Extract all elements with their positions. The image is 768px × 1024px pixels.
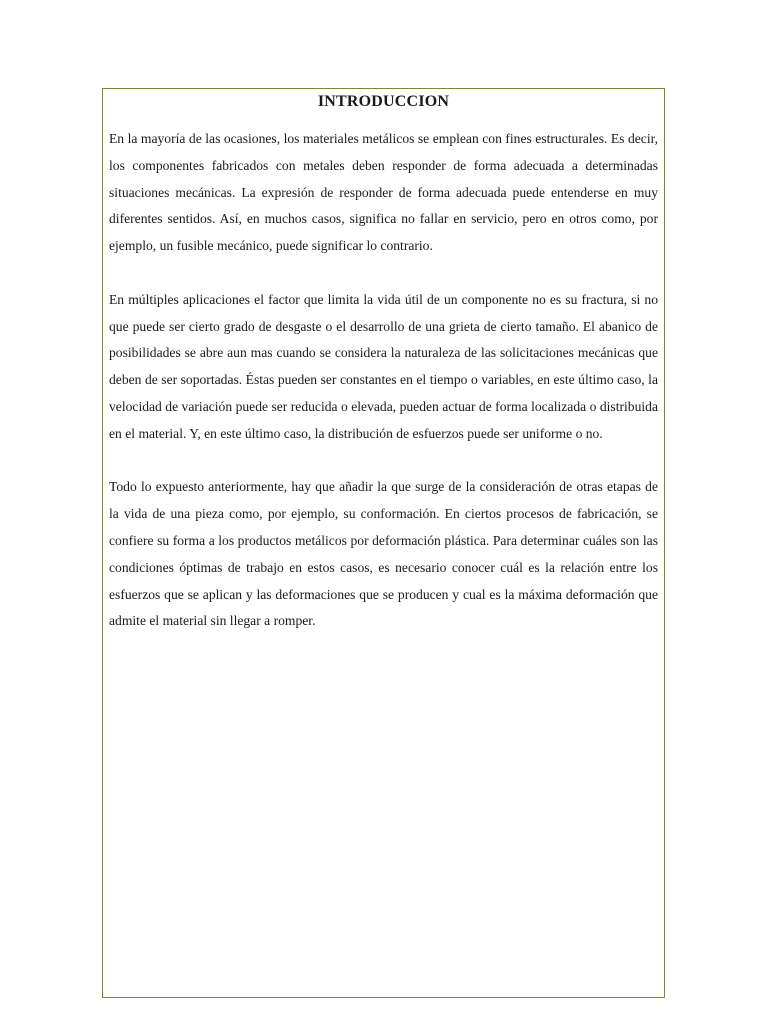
document-title: INTRODUCCION xyxy=(317,93,450,110)
paragraph-2: En múltiples aplicaciones el factor que limita la vida útil de un componente no es su fractura, si no que puede ser cierto grado de desgaste o el desarrollo de una grieta de cierto tamaño. El abanico de posibilidades se abre aun mas cuando se considera la naturaleza de las solicitaciones mecánicas que deben de ser soportadas. Éstas pueden ser constantes en el tiempo o variables, en este último caso, la velocidad de variación puede ser reducida o elevada, pueden actuar de forma localizada o distribuida en el material. Y, en este último caso, la distribución de esfuerzos puede ser uniforme o no. xyxy=(109,291,658,441)
page-border-frame xyxy=(102,88,665,998)
paragraph-1: En la mayoría de las ocasiones, los materiales metálicos se emplean con fines estructurales. Es decir, los componentes fabricados con metales deben responder de forma adecuada a determinadas situaciones mecánicas. La expresión de responder de forma adecuada puede entenderse en muy diferentes sentidos. Así, en muchos casos, significa no fallar en servicio, pero en otros como, por ejemplo, un fusible mecánico, puede significar lo contrario. xyxy=(109,131,658,254)
paragraph-3: Todo lo expuesto anteriormente, hay que añadir la que surge de la consideración de otras etapas de la vida de una pieza como, por ejemplo, su conformación. En ciertos procesos de fabricación, se confiere su forma a los productos metálicos por deformación plástica. Para determinar cuáles son las condiciones óptimas de trabajo en estos casos, es necesario conocer cuál es la relación entre los esfuerzos que se aplican y las deformaciones que se producen y cual es la máxima deformación que admite el material sin llegar a romper. xyxy=(109,479,658,629)
